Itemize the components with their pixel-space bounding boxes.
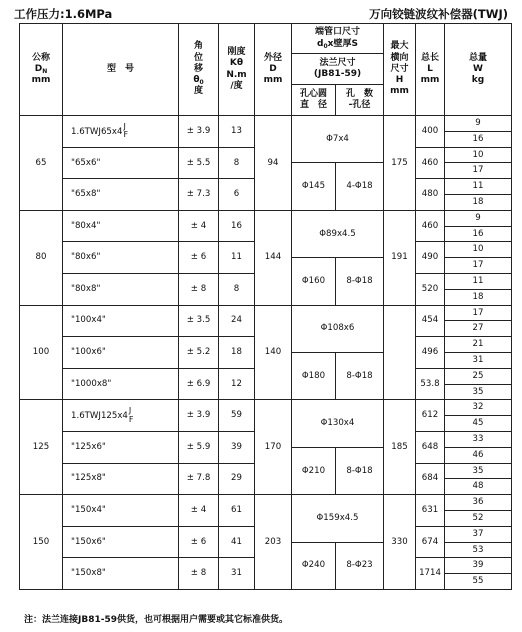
stiffness-cell: 61 [219, 495, 255, 527]
length-cell: 674 [416, 526, 445, 558]
holes-cell: 4-Φ18 [336, 163, 384, 210]
model-label: "100x4" [71, 315, 106, 326]
od-cell: 140 [255, 305, 292, 400]
model-label: "150x4" [71, 505, 106, 516]
model-label: "150x8" [71, 568, 106, 579]
model-label: "125x8" [71, 473, 106, 484]
pipe-size-cell: Φ130x4 [292, 400, 384, 447]
model-cell [63, 400, 179, 432]
weight-cell: 18 [445, 289, 512, 305]
col-length: 总长 L mm [416, 24, 445, 116]
stiffness-cell: 11 [219, 242, 255, 274]
col-holes: 孔 数 -孔径 [336, 85, 384, 116]
od-cell: 94 [255, 116, 292, 211]
weight-cell: 11 [445, 273, 512, 289]
model-label: "125x6" [71, 441, 106, 452]
table-row [20, 305, 512, 321]
spec-table-body [20, 116, 512, 590]
weight-cell: 35 [445, 384, 512, 400]
weight-cell: 9 [445, 210, 512, 226]
model-cell [63, 273, 179, 305]
angle-cell: ± 6 [179, 526, 219, 558]
weight-cell: 55 [445, 574, 512, 590]
weight-cell: 53 [445, 542, 512, 558]
pipe-size-cell: Φ89x4.5 [292, 210, 384, 257]
dn-cell: 100 [20, 305, 63, 400]
weight-cell: 25 [445, 368, 512, 384]
col-od: 外径 D mm [255, 24, 292, 116]
model-cell [63, 242, 179, 274]
stiffness-cell: 12 [219, 368, 255, 400]
pipe-size-cell: Φ7x4 [292, 116, 384, 163]
pipe-size-cell: Φ159x4.5 [292, 495, 384, 542]
max-h-cell: 191 [384, 210, 416, 305]
model-label: "80x4" [71, 220, 101, 231]
stiffness-cell: 31 [219, 558, 255, 590]
model-suffix-letter: F [128, 414, 134, 424]
col-weight: 总量 W kg [445, 24, 512, 116]
col-flange: 法兰尺寸 (JB81-59) [292, 54, 384, 85]
col-pipe-end: 端管口尺寸 $d_0x$壁厚S [292, 24, 384, 54]
weight-cell: 17 [445, 258, 512, 274]
angle-cell: ± 6.9 [179, 368, 219, 400]
model-label: "150x6" [71, 536, 106, 547]
angle-cell: ± 3.9 [179, 116, 219, 148]
col-stiffness: 刚度 Kθ N.m /度 [219, 24, 255, 116]
model-label: "65x8" [71, 189, 101, 200]
weight-cell: 17 [445, 163, 512, 179]
model-label: "65x6" [71, 157, 101, 168]
weight-cell: 9 [445, 116, 512, 132]
hole-circle-cell: Φ180 [292, 352, 336, 399]
table-row [20, 400, 512, 416]
stiffness-cell: 6 [219, 179, 255, 211]
model-label: 1.6TWJ125x4 [71, 411, 128, 422]
weight-cell: 16 [445, 131, 512, 147]
stiffness-cell: 29 [219, 463, 255, 495]
length-cell: 496 [416, 337, 445, 369]
model-cell [63, 526, 179, 558]
max-h-cell: 330 [384, 495, 416, 590]
length-cell: 1714 [416, 558, 445, 590]
model-suffix-letter: J [128, 406, 132, 416]
model-cell [63, 179, 179, 211]
model-cell [63, 463, 179, 495]
weight-cell: 45 [445, 416, 512, 432]
angle-cell: ± 8 [179, 273, 219, 305]
model-suffix [129, 407, 134, 424]
hole-circle-cell: Φ210 [292, 447, 336, 494]
weight-cell: 11 [445, 179, 512, 195]
weight-cell: 18 [445, 194, 512, 210]
weight-cell: 36 [445, 495, 512, 511]
length-cell: 520 [416, 273, 445, 305]
angle-cell: ± 6 [179, 242, 219, 274]
dn-cell: 125 [20, 400, 63, 495]
holes-cell: 8-Φ23 [336, 542, 384, 589]
stiffness-cell: 18 [219, 337, 255, 369]
stiffness-cell: 24 [219, 305, 255, 337]
holes-cell: 8-Φ18 [336, 258, 384, 305]
stiffness-cell: 16 [219, 210, 255, 242]
weight-cell: 31 [445, 352, 512, 368]
weight-cell: 35 [445, 463, 512, 479]
weight-cell: 46 [445, 447, 512, 463]
dn-cell: 65 [20, 116, 63, 211]
table-row [20, 210, 512, 226]
weight-cell: 17 [445, 305, 512, 321]
model-label: "100x6" [71, 347, 106, 358]
model-cell [63, 368, 179, 400]
angle-cell: ± 7.8 [179, 463, 219, 495]
length-cell: 648 [416, 431, 445, 463]
angle-cell: ± 4 [179, 495, 219, 527]
angle-cell: ± 4 [179, 210, 219, 242]
dn-cell: 80 [20, 210, 63, 305]
model-cell [63, 147, 179, 179]
model-cell [63, 305, 179, 337]
stiffness-cell: 8 [219, 147, 255, 179]
angle-cell: ± 3.5 [179, 305, 219, 337]
model-label: "80x8" [71, 283, 101, 294]
holes-cell: 8-Φ18 [336, 352, 384, 399]
spec-table [19, 23, 512, 590]
length-cell: 454 [416, 305, 445, 337]
od-cell: 203 [255, 495, 292, 590]
angle-cell: ± 3.9 [179, 400, 219, 432]
model-suffix-letter: F [123, 130, 129, 140]
hole-circle-cell: Φ160 [292, 258, 336, 305]
col-hole-circle: 孔心圆 直 径 [292, 85, 336, 116]
length-cell: 684 [416, 463, 445, 495]
col-angle: 角 位 移 $\theta_0$ 度 [179, 24, 219, 116]
model-suffix-letter: J [123, 121, 126, 131]
max-h-cell: 175 [384, 116, 416, 211]
weight-cell: 39 [445, 558, 512, 574]
weight-cell: 33 [445, 431, 512, 447]
angle-cell: ± 5.9 [179, 431, 219, 463]
model-label: "80x6" [71, 252, 101, 263]
col-max-h: 最大 横向 尺寸 H mm [384, 24, 416, 116]
stiffness-cell: 13 [219, 116, 255, 148]
length-cell: 400 [416, 116, 445, 148]
stiffness-cell: 8 [219, 273, 255, 305]
pipe-size-cell: Φ108x6 [292, 305, 384, 352]
col-model: 型 号 [63, 24, 179, 116]
product-title: 万向铰链波纹补偿器(TWJ) [369, 7, 508, 21]
weight-cell: 52 [445, 510, 512, 526]
length-cell: 460 [416, 147, 445, 179]
angle-cell: ± 8 [179, 558, 219, 590]
col-dn: 公称 $D_N$ mm [20, 24, 63, 116]
length-cell: 490 [416, 242, 445, 274]
holes-cell: 8-Φ18 [336, 447, 384, 494]
model-cell [63, 210, 179, 242]
weight-cell: 32 [445, 400, 512, 416]
angle-cell: ± 5.2 [179, 337, 219, 369]
model-suffix [123, 123, 128, 140]
max-h-cell [384, 305, 416, 400]
hole-circle-cell: Φ145 [292, 163, 336, 210]
weight-cell: 37 [445, 526, 512, 542]
angle-cell: ± 5.5 [179, 147, 219, 179]
model-cell [63, 116, 179, 148]
od-cell: 144 [255, 210, 292, 305]
angle-cell: ± 7.3 [179, 179, 219, 211]
hole-circle-cell: Φ240 [292, 542, 336, 589]
model-cell [63, 337, 179, 369]
weight-cell: 48 [445, 479, 512, 495]
length-cell: 480 [416, 179, 445, 211]
weight-cell: 21 [445, 337, 512, 353]
max-h-cell: 185 [384, 400, 416, 495]
weight-cell: 10 [445, 147, 512, 163]
stiffness-cell: 59 [219, 400, 255, 432]
length-cell: 612 [416, 400, 445, 432]
model-cell [63, 431, 179, 463]
stiffness-cell: 39 [219, 431, 255, 463]
table-row [20, 116, 512, 132]
working-pressure: 工作压力:1.6MPa [14, 7, 113, 21]
weight-cell: 10 [445, 242, 512, 258]
dn-cell: 150 [20, 495, 63, 590]
model-label: "1000x8" [71, 378, 112, 389]
stiffness-cell: 41 [219, 526, 255, 558]
length-cell: 460 [416, 210, 445, 242]
model-cell [63, 495, 179, 527]
od-cell: 170 [255, 400, 292, 495]
model-label: 1.6TWJ65x4 [71, 126, 123, 137]
footnote: 注：法兰连接JB81-59供货，也可根据用户需要或其它标准供货。 [24, 615, 288, 625]
length-cell: 631 [416, 495, 445, 527]
length-cell: 53.8 [416, 368, 445, 400]
model-cell [63, 558, 179, 590]
table-row [20, 495, 512, 511]
weight-cell: 16 [445, 226, 512, 242]
weight-cell: 27 [445, 321, 512, 337]
